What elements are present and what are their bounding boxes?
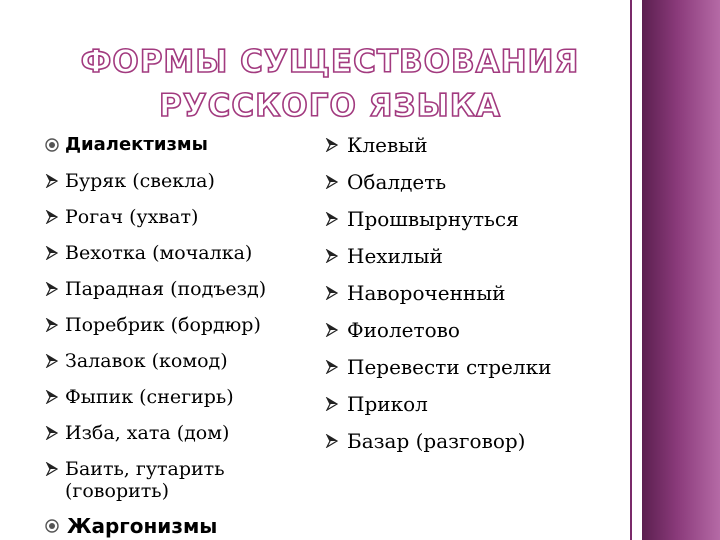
list-item-label: Парадная (подъезд) bbox=[65, 278, 267, 300]
list-item bbox=[45, 422, 315, 444]
arrowhead-icon bbox=[325, 286, 339, 300]
dialectisms-list bbox=[45, 134, 315, 516]
decorative-side-bar bbox=[642, 0, 720, 540]
arrowhead-icon bbox=[45, 462, 59, 476]
arrowhead-icon bbox=[45, 318, 59, 332]
list-item-label: Обалдеть bbox=[347, 170, 447, 194]
list-item bbox=[45, 458, 275, 502]
heading-label: Жаргонизмы bbox=[67, 514, 218, 538]
list-item-label: Буряк (свекла) bbox=[65, 170, 215, 192]
list-item bbox=[325, 393, 625, 415]
list-item bbox=[45, 314, 315, 336]
heading-label: Диалектизмы bbox=[65, 134, 208, 155]
list-item-label: Нехилый bbox=[347, 244, 443, 268]
list-item bbox=[45, 350, 315, 372]
circle-dot-icon bbox=[45, 519, 59, 533]
list-item bbox=[325, 319, 625, 341]
list-item bbox=[45, 278, 315, 300]
slide-title bbox=[40, 40, 620, 128]
list-heading-dialectisms bbox=[45, 134, 315, 156]
list-item-label: Изба, хата (дом) bbox=[65, 422, 230, 444]
arrowhead-icon bbox=[325, 212, 339, 226]
list-item bbox=[45, 170, 315, 192]
list-item bbox=[45, 242, 315, 264]
list-item bbox=[325, 245, 625, 267]
circle-dot-icon bbox=[45, 138, 59, 152]
list-item-label: Залавок (комод) bbox=[65, 350, 228, 372]
list-item bbox=[325, 171, 625, 193]
arrowhead-icon bbox=[325, 360, 339, 374]
side-divider-line bbox=[630, 0, 632, 540]
arrowhead-icon bbox=[325, 249, 339, 263]
list-item-label: Прикол bbox=[347, 392, 428, 416]
list-item-label: Клевый bbox=[347, 133, 428, 157]
list-item bbox=[325, 430, 625, 452]
list-item-label: Вехотка (мочалка) bbox=[65, 242, 253, 264]
arrowhead-icon bbox=[45, 426, 59, 440]
arrowhead-icon bbox=[45, 210, 59, 224]
list-item bbox=[325, 208, 625, 230]
list-item bbox=[325, 134, 625, 156]
arrowhead-icon bbox=[45, 174, 59, 188]
list-heading-jargonisms bbox=[45, 514, 217, 538]
arrowhead-icon bbox=[45, 354, 59, 368]
list-item bbox=[325, 282, 625, 304]
title-line-2: РУССКОГО ЯЗЫКА bbox=[158, 88, 502, 124]
list-item-label: Рогач (ухват) bbox=[65, 206, 199, 228]
arrowhead-icon bbox=[325, 434, 339, 448]
arrowhead-icon bbox=[45, 282, 59, 296]
jargon-list bbox=[325, 134, 625, 467]
arrowhead-icon bbox=[45, 390, 59, 404]
list-item-label: Баить, гутарить (говорить) bbox=[65, 458, 225, 502]
list-item-label: Навороченный bbox=[347, 281, 506, 305]
list-item-label: Базар (разговор) bbox=[347, 429, 526, 453]
arrowhead-icon bbox=[325, 175, 339, 189]
list-item-label: Поребрик (бордюр) bbox=[65, 314, 261, 336]
title-line-1: ФОРМЫ СУЩЕСТВОВАНИЯ bbox=[80, 44, 580, 80]
list-item-label: Перевести стрелки bbox=[347, 355, 552, 379]
arrowhead-icon bbox=[325, 323, 339, 337]
list-item-label: Фыпик (снегирь) bbox=[65, 386, 234, 408]
list-item bbox=[45, 206, 315, 228]
arrowhead-icon bbox=[325, 138, 339, 152]
arrowhead-icon bbox=[45, 246, 59, 260]
list-item bbox=[45, 386, 315, 408]
arrowhead-icon bbox=[325, 397, 339, 411]
list-item bbox=[325, 356, 625, 378]
list-item-label: Фиолетово bbox=[347, 318, 460, 342]
list-item-label: Прошвырнуться bbox=[347, 207, 519, 231]
